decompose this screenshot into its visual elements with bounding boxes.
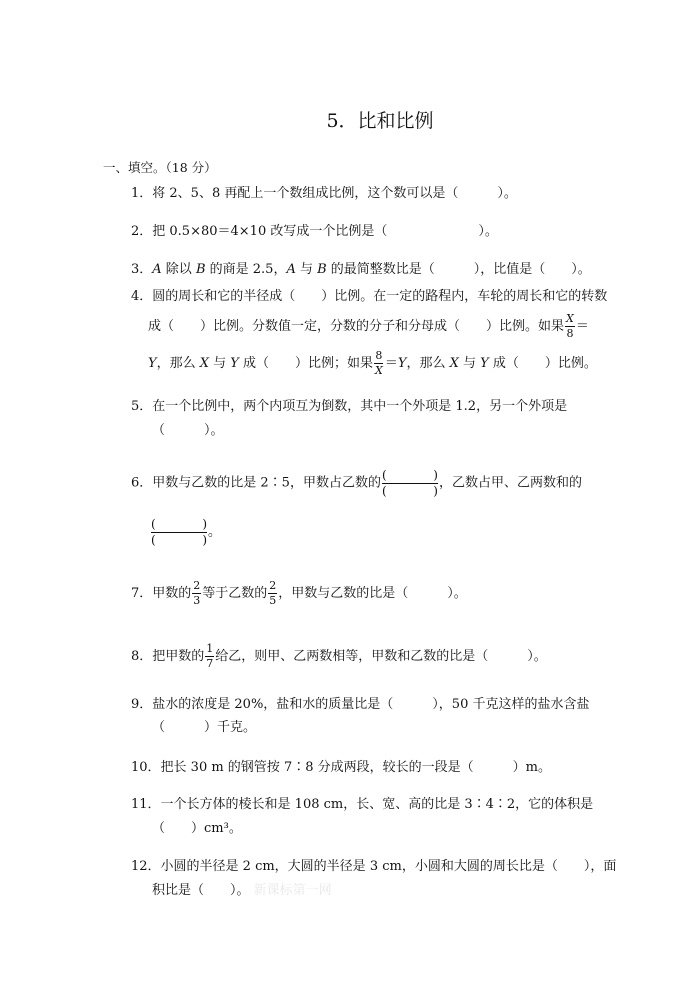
blank-fraction: ( ) ( ) bbox=[151, 517, 207, 547]
question-7: 7．甲数的 $\frac{2}{3}$ 等于乙数的 $\frac{2}{5}$ ，甲数与乙数的比是（ ）。 bbox=[131, 579, 467, 607]
question-6-line-2: ( ) ( ) 。 bbox=[151, 517, 222, 547]
fraction-8-over-x: $\frac{8}{X}$ bbox=[375, 349, 383, 377]
blank-fraction: ( ) ( ) bbox=[381, 468, 438, 498]
question-12-line-2: 积比是（ ）。 新课标第一网 bbox=[152, 883, 332, 898]
question-9-line-2: （ ）千克。 bbox=[152, 720, 257, 735]
fraction-2-over-5: $\frac{2}{5}$ bbox=[269, 579, 277, 607]
fraction-1-over-7: $\frac{1}{7}$ bbox=[206, 642, 214, 670]
question-5-line-2: （ ）。 bbox=[152, 423, 224, 438]
question-11-line-1: 11．一个长方体的棱长和是 108 cm，长、宽、高的比是 3∶4∶2，它的体积是 bbox=[131, 797, 594, 812]
section-heading: 一、填空。（18 分） bbox=[103, 160, 217, 175]
question-4-line-2: 成（ ）比例。分数值一定，分数的分子和分母成（ ）比例。如果 $\frac{X}{8}$ ＝ bbox=[148, 312, 589, 340]
question-11-line-2: （ ）cm³。 bbox=[152, 821, 242, 836]
fraction-x-over-8: $\frac{X}{8}$ bbox=[566, 312, 574, 340]
question-2: 2．把 0.5×80＝4×10 改写成一个比例是（ ）。 bbox=[131, 224, 498, 239]
question-5-line-1: 5．在一个比例中，两个内项互为倒数，其中一个外项是 1.2，另一个外项是 bbox=[131, 399, 568, 414]
question-12-line-1: 12．小圆的半径是 2 cm，大圆的半径是 3 cm，小圆和大圆的周长比是（ ），面 bbox=[131, 859, 617, 874]
page-title: 5．比和比例 bbox=[326, 110, 434, 132]
question-9-line-1: 9．盐水的浓度是 20%，盐和水的质量比是（ ），50 千克这样的盐水含盐 bbox=[131, 697, 590, 712]
question-1: 1．将 2、5、8 再配上一个数组成比例，这个数可以是（ ）。 bbox=[131, 186, 517, 201]
question-8: 8．把甲数的 $\frac{1}{7}$ 给乙，则甲、乙两数相等，甲数和乙数的比是（ ）。 bbox=[131, 642, 547, 670]
question-4-line-1: 4．圆的周长和它的半径成（ ）比例。在一定的路程内，车轮的周长和它的转数 bbox=[131, 289, 608, 304]
fraction-2-over-3: $\frac{2}{3}$ bbox=[193, 579, 201, 607]
question-10: 10．把长 30 m 的钢管按 7∶8 分成两段，较长的一段是（ ）m。 bbox=[131, 760, 551, 775]
question-3: 3．A 除以 B 的商是 2.5，A 与 B 的最简整数比是（ ），比值是（ ）。 bbox=[131, 262, 591, 277]
watermark: 新课标第一网 bbox=[253, 883, 332, 898]
question-6-line-1: 6．甲数与乙数的比是 2∶5，甲数占乙数的 ( ) ( ) ，乙数占甲、乙两数和的 bbox=[131, 468, 582, 498]
question-4-line-3: Y，那么 X 与 Y 成（ ）比例；如果 $\frac{8}{X}$ ＝Y，那么 X 与 Y 成（ ）比例。 bbox=[148, 349, 597, 377]
